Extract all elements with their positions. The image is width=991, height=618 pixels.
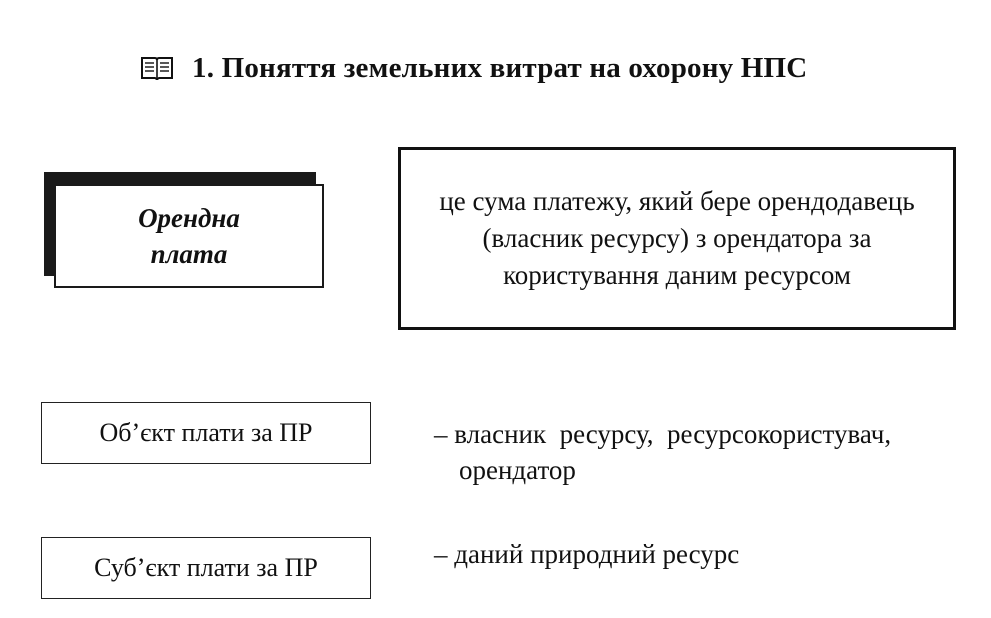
object-label: Об’єкт плати за ПР	[99, 418, 313, 447]
subject-label: Суб’єкт плати за ПР	[94, 553, 318, 582]
object-description	[434, 416, 979, 488]
object-description-line1: – власник ресурсу, ресурсокористувач,	[434, 419, 892, 449]
subject-description-line1: – даний природний ресурс	[434, 539, 740, 569]
object-description-line2: орендатор	[459, 455, 576, 485]
section-heading	[140, 44, 900, 92]
subject-description	[434, 536, 979, 572]
definition-text: це сума платежу, який бере орендодавець (власник ресурсу) з орендатора за користування даним ресурсом	[439, 186, 915, 290]
definition-box	[398, 147, 956, 330]
heading-title: 1. Поняття земельних витрат на охорону НПС	[192, 51, 808, 84]
object-label-box	[41, 402, 371, 464]
open-book-icon	[140, 54, 174, 82]
term-box	[54, 184, 324, 288]
subject-label-box	[41, 537, 371, 599]
term-label: Орендна плата	[138, 203, 240, 269]
